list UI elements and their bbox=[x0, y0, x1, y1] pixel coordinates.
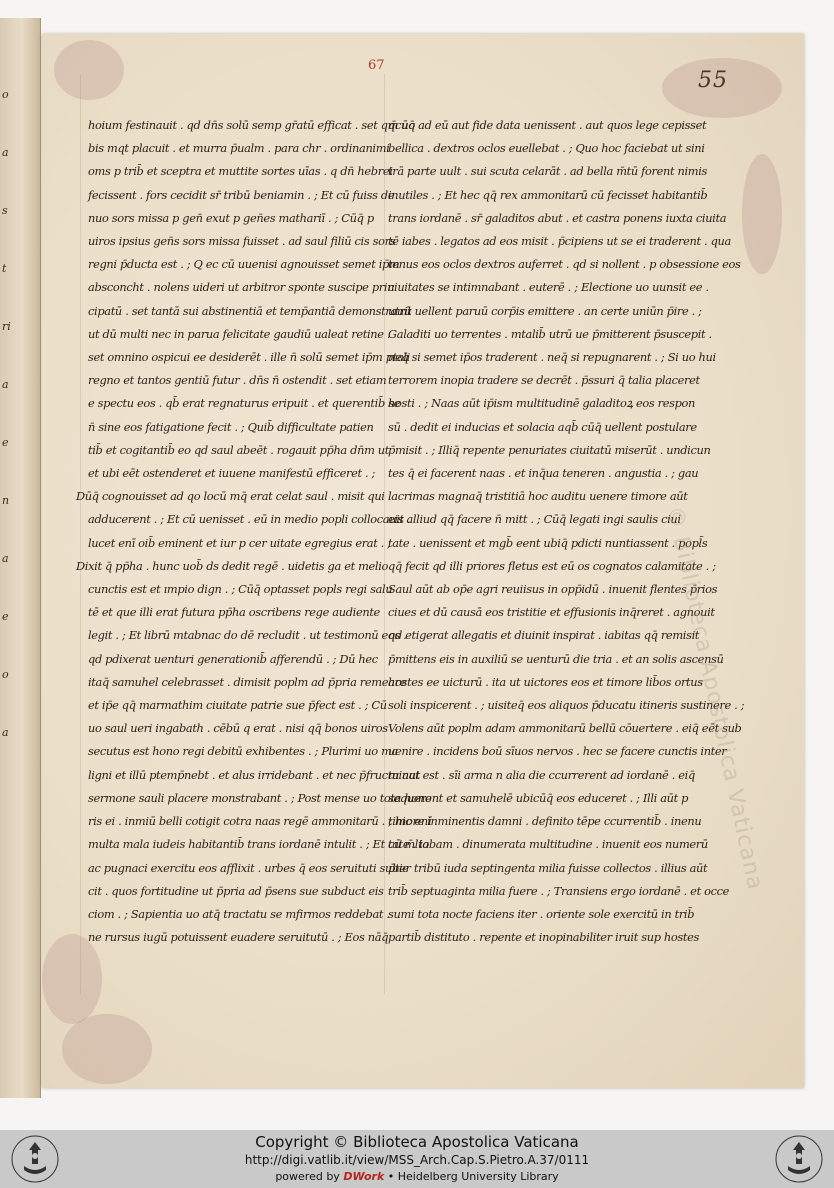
manuscript-line: p̄misit . ; Illiq̄ repente penuriates ciuitatū miserūt . undicun bbox=[388, 442, 711, 457]
ruling-line bbox=[80, 74, 81, 994]
manuscript-line: cipatū . set tantā sui abstinentiā et temp̄antiā demonstrauit bbox=[88, 303, 412, 318]
manuscript-line: ciom . ; Sapientia uo atq̄ tractatu se mfirmos reddebat . bbox=[88, 906, 390, 921]
manuscript-line: qd etigerat allegatis et diuinit inspirat . iabitas qq̄ remisit bbox=[388, 628, 700, 643]
manuscript-line: soli inspicerent . ; uisiteq̄ eos aliquos p̄ducatu itineris sustinere . ; bbox=[388, 698, 745, 713]
manuscript-line: qcūq̄ ad eū aut fide data uenissent . aut quos lege cepisset bbox=[388, 118, 707, 132]
manuscript-line: partib̄ distituto . repente et inopinabiliter iruit sup hostes bbox=[388, 930, 700, 945]
manuscript-line: uiros ipsius gen̄s sors missa fuisset . ad saul filiū cis sors bbox=[88, 234, 396, 249]
rubric-mark: 67 bbox=[368, 58, 385, 73]
footer-text bbox=[120, 1132, 714, 1184]
manuscript-line: neq̄ si semet ip̄os traderent . neq̄ si repugnarent . ; Si uo hui bbox=[388, 350, 716, 365]
text-column-left bbox=[76, 114, 432, 949]
adjacent-folio-fragment: a bbox=[2, 378, 9, 391]
manuscript-line: oms p trib̄ et sceptra et muttite sortes uīas . q dn̄ hebrei bbox=[88, 164, 393, 179]
adjacent-folio-fragment: a bbox=[2, 146, 9, 159]
manuscript-line: sū . dedit ei inducias et solacia aqb̄ cūq̄ uellent postulare bbox=[388, 419, 697, 434]
powered-by-line bbox=[120, 1169, 714, 1184]
manuscript-line: regni p̄ducta est . ; Q ec cū uuenisi agnouisset semet ip̄m bbox=[88, 257, 400, 272]
manuscript-line: cit . quos fortitudine ut p̄pria ad p̄sens sue subduct eis bbox=[88, 883, 384, 898]
manuscript-line: trib̄ septuaginta milia fuere . ; Transiens ergo iordanē . et occe bbox=[388, 883, 730, 898]
copyright-notice: Copyright © Biblioteca Apostolica Vaticana bbox=[255, 1133, 579, 1151]
manuscript-line: minat est . sīi arma n alia die ccurrerent ad iordanē . eiq̄ bbox=[388, 767, 695, 782]
manuscript-line: tes q̄ ei facerent naas . et inq̄ua teneren . angustia . ; gau bbox=[388, 466, 699, 481]
manuscript-line: sumi tota nocte faciens iter . oriente sole exercitū in trib̄ bbox=[388, 906, 695, 921]
manuscript-line: p̄mittens eis in auxiliū se uenturū die tria . et an solis ascensū bbox=[388, 651, 724, 666]
manuscript-line: lucet enī oib̄ eminent et iur p cer uitate egregius erat . ; bbox=[88, 535, 391, 550]
manuscript-line: absconcht . nolens uideri ut arbitror sponte suscipe prin bbox=[88, 280, 395, 295]
manuscript-line: ris ei . inmiū belli cotigit cotra naas regē ammonitarū . ; hic enī bbox=[88, 814, 432, 829]
manuscript-line: ciues et dū causā eos tristitie et effusionis inq̄reret . agnouit bbox=[388, 605, 715, 620]
manuscript-line: Saul aūt ab op̄e agri reuiisus in opp̄idū . inuenit flentes p̄rios bbox=[388, 582, 718, 597]
manuscript-line: bellica . dextros oclos euellebat . ; Quo hoc faciebat ut sini bbox=[388, 141, 705, 156]
manuscript-line: ciuitates se intimnabant . euterē . ; Electione uo uunsit ee . bbox=[388, 280, 709, 295]
manuscript-line: e spectu eos . qb̄ erat regnaturus eripuit . et querentib̄ se bbox=[88, 396, 401, 411]
separator: • bbox=[384, 1170, 398, 1183]
adjacent-folio-fragment: t bbox=[2, 262, 7, 275]
manuscript-line: fecissent . fors cecidit sr̄ tribū beniamin . ; Et cū fuiss de bbox=[88, 187, 395, 202]
manuscript-line: set omnino ospicui ee desiderēt . ille n̄ solū semet ip̄m ptali bbox=[88, 350, 410, 365]
heidelberg-link[interactable]: Heidelberg University Library bbox=[397, 1170, 559, 1183]
manuscript-line: sequerent et samuhelē ubicūq̄ eos educeret . ; Illi aūt p bbox=[388, 790, 689, 805]
manuscript-line: sermone sauli placere monstrabant . ; Post mense uo tota hono bbox=[88, 790, 432, 805]
adjacent-folio-edge bbox=[0, 18, 41, 1098]
manuscript-line: Dixit q̄ pp̄ha . hunc uob̄ ds dedit regē . uidetis ga et melio bbox=[76, 558, 389, 573]
manuscript-line: trā parte uult . sui scuta celarāt . ad bella m̄tū forent nimis bbox=[388, 164, 708, 179]
manuscript-line: ac pugnaci exercitu eos afflixit . urbes q̄ eos seruituti subie bbox=[88, 860, 409, 875]
manuscript-line: hostes ee uicturū . ita ut uictores eos et timore lib̄os ortus bbox=[388, 674, 703, 689]
manuscript-line: eis alliud qq̄ facere n̄ mitt . ; Cūq̄ legati ingi saulis ciui bbox=[388, 512, 681, 527]
folio-number: 55 bbox=[698, 68, 728, 93]
manuscript-line: nuo sors missa p gen̄ exut p gen̄es mathariī . ; Cūq̄ p bbox=[88, 210, 374, 225]
manuscript-line: ut dū multi nec in parua felicitate gaudiū ualeat retine . bbox=[88, 326, 391, 341]
manuscript-line: utrū uellent paruū corp̄is emittere . an certe uniūn p̄ire . ; bbox=[388, 303, 702, 318]
copyright-footer bbox=[0, 1130, 834, 1188]
manuscript-line: Galaditi uo terrentes . mtalib̄ utrū ue p̄mitterent p̄suscepit . bbox=[388, 326, 712, 341]
manuscript-folio bbox=[42, 34, 804, 1088]
manuscript-line: lacrimas magnaq̄ tristitiā hoc auditu uenere timore aūt bbox=[388, 489, 688, 504]
manuscript-line: adducerent . ; Et cū uenisset . eū in medio popli collocauit . bbox=[88, 512, 411, 527]
adjacent-folio-fragment: ri bbox=[2, 320, 11, 333]
manuscript-line: qd pdixerat uenturi generationib̄ afferendū . ; Dū hec bbox=[88, 651, 378, 666]
manuscript-line: terrorem inopia tradere se decrēt . p̄ssuri q̄ talia placeret bbox=[388, 373, 700, 388]
manuscript-line: tenus eos oclos dextros auferret . qd si nollent . p obsessione eos bbox=[388, 257, 741, 272]
manuscript-line: cunctis est et ımpio dign . ; Cūq̄ optasset popls regi salu bbox=[88, 582, 393, 597]
manuscript-line: tib̄ et cogitantib̄ eo qd saul abeēt . rogauit pp̄ha dn̄m ut bbox=[88, 442, 390, 457]
dwork-link[interactable]: DWork bbox=[343, 1170, 385, 1183]
adjacent-folio-fragment: e bbox=[2, 436, 9, 449]
manuscript-line: bis mqt placuit . et murra p̄ualm . para chr . ordinanimi bbox=[88, 141, 390, 156]
vatican-library-seal-icon bbox=[774, 1134, 824, 1184]
manuscript-line: itaq̄ samuhel celebrasset . dimisit poplm ad p̄pria remeare bbox=[88, 674, 407, 689]
manuscript-line: inutiles . ; Et hec qq̄ rex ammonitarū cū fecisset habitantib̄ bbox=[388, 187, 708, 202]
manuscript-line: Dūq̄ cognouisset ad qo locū mq̄ erat celat saul . misit qui bbox=[76, 489, 385, 504]
manuscript-line: et ip̄e qq̄ marmathim ciuitate patrie sue p̄fect est . ; Cū bbox=[88, 698, 387, 713]
manuscript-line: tate . iabam . dinumerata multitudine . inuenit eos numerū bbox=[388, 837, 708, 852]
manuscript-line: qq̄ fecit qd illi priores fletus est eū os cognatos calamitate . ; bbox=[388, 558, 716, 573]
adjacent-folio-fragment: n bbox=[2, 494, 10, 507]
manuscript-line: multa mala iudeis habitantib̄ trans iordanē intulit . ; Et cū m̄lto bbox=[88, 837, 429, 852]
vatican-library-seal-icon bbox=[10, 1134, 60, 1184]
manuscript-line: p̄ter tribū iuda septingenta milia fuisse collectos . illius aūt bbox=[388, 860, 708, 875]
adjacent-folio-fragment: e bbox=[2, 610, 9, 623]
manuscript-line: tē iabes . legatos ad eos misit . p̄cipiens ut se ei traderent . qua bbox=[388, 234, 731, 249]
manuscript-line: uenire . incidens boū sīuos nervos . hec se facere cunctis inter bbox=[388, 744, 727, 759]
manuscript-line: tate . uenissent et mgb̄ eent ubiq̄ pdicti nuntiassent . popl̄s bbox=[388, 535, 708, 550]
adjacent-folio-fragment: a bbox=[2, 552, 9, 565]
manuscript-line: et ubi eēt ostenderet et iuuene manifestū efficeret . ; bbox=[88, 466, 376, 481]
manuscript-line: tē et que illi erat futura pp̄ha oscribens rege audiente bbox=[88, 605, 380, 620]
manuscript-line: trans iordanē . sr̄ galaditos abut . et castra ponens iuxta ciuita bbox=[388, 210, 727, 225]
manuscript-line: timore inminentis damni . definito tēpe ccurrentib̄ . inenu bbox=[388, 814, 702, 829]
manuscript-line: legit . ; Et librū mtabnac do dē recludit . ut testimonū eos . bbox=[88, 628, 407, 643]
manuscript-line: ne rursus iugū potuissent euadere seruitutū . ; Eos nāq̄ bbox=[88, 930, 389, 945]
manuscript-line: secutus est hono regi debitū exhibentes . ; Plurimi uo ma bbox=[88, 744, 398, 759]
manuscript-line: Volens aūt poplm adam ammonitarū bellū cōuertere . eiq̄ eēt sub bbox=[388, 721, 742, 736]
manuscript-line: regno et tantos gentiū futur . dn̄s n̄ ostendit . set etiam bbox=[88, 373, 387, 388]
adjacent-folio-fragment: a bbox=[2, 726, 9, 739]
adjacent-folio-fragment: o bbox=[2, 88, 9, 101]
watermark: © Biblioteca Apostolica Vaticana bbox=[661, 504, 768, 893]
source-url[interactable]: http://digi.vatlib.it/view/MSS_Arch.Cap.S.Pietro.A.37/0111 bbox=[244, 1153, 590, 1167]
manuscript-line: uo saul ueri ingabath . cēbū q erat . nisi qq̄ bonos uiros bbox=[88, 721, 388, 736]
powered-by-label: powered by bbox=[275, 1170, 340, 1183]
adjacent-folio-fragment: s bbox=[2, 204, 8, 217]
manuscript-line: ligni et illū ptemp̄nebt . et alus irridebant . et nec p̄fructu aut bbox=[88, 767, 420, 782]
adjacent-folio-fragment: o bbox=[2, 668, 9, 681]
manuscript-line: hoium festinauit . qd dn̄s solū semp gr̄atū efficat . set qm̄ uo bbox=[88, 118, 415, 132]
manuscript-line: hosti . ; Naas aūt ip̄ism multitudinē galaditoꝝ eos respon bbox=[388, 396, 696, 411]
manuscript-line: n̄ sine eos fatigatione fecit . ; Quib̄ difficultate patien bbox=[88, 419, 374, 434]
